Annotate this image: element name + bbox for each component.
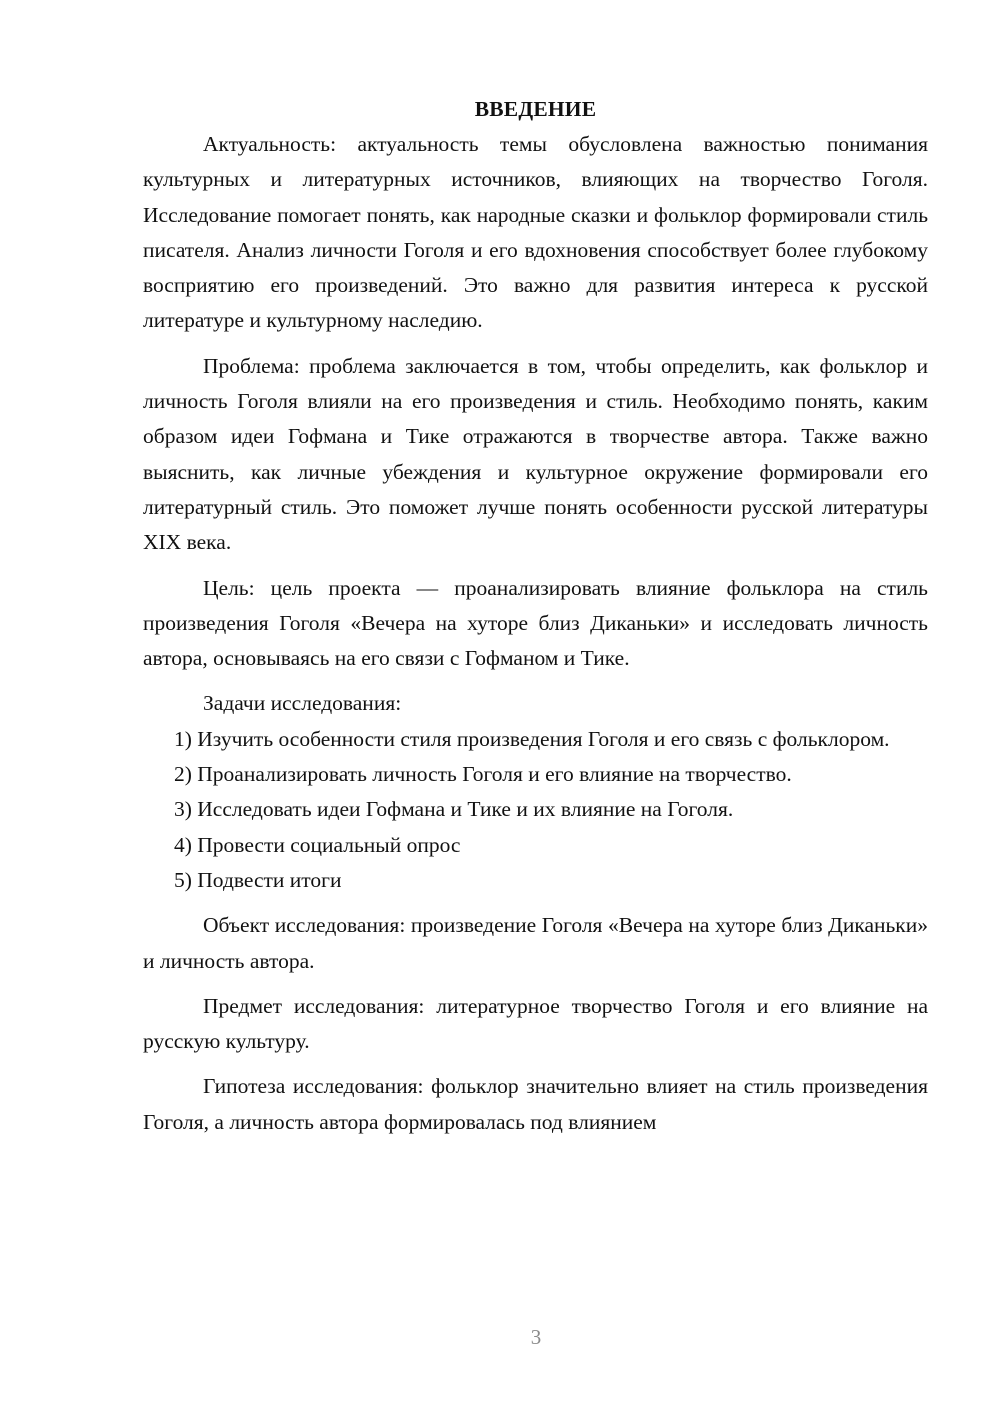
- goal-paragraph: Цель: цель проекта — проанализировать влияние фольклора на стиль произведения Гоголя «Вечера на хуторе близ Диканьки» и исследовать личность автора, основываясь на его связи с Гофманом и Тике.: [143, 575, 928, 671]
- task-item-4: 4) Провести социальный опрос: [174, 832, 461, 857]
- task-item-2: 2) Проанализировать личность Гоголя и его влияние на творчество.: [174, 762, 792, 787]
- relevance-paragraph: Актуальность: актуальность темы обусловлена важностью понимания культурных и литературных источников, влияющих на творчество Гоголя. Исследование помогает понять, как народные сказки и фольклор формировали стиль писателя. Анализ личности Гоголя и его вдохновения способствует более глубокому восприятию его произведений. Это важно для развития интереса к русской литературе и культурному наследию.: [143, 132, 928, 333]
- page-content: [143, 92, 928, 1140]
- problem-paragraph: Проблема: проблема заключается в том, чтобы определить, как фольклор и личность Гоголя влияли на его произведения и стиль. Необходимо понять, каким образом идеи Гофмана и Тике отражаются в творчестве автора. Также важно выяснить, как личные убеждения и культурное окружение формировали его литературный стиль. Это поможет лучше понять особенности русской литературы XIX века.: [143, 353, 928, 555]
- page-number: 3: [530, 1325, 542, 1349]
- object-paragraph: Объект исследования: произведение Гоголя «Вечера на хуторе близ Диканьки» и личность автора.: [143, 913, 928, 973]
- subject-paragraph: Предмет исследования: литературное творчество Гоголя и его влияние на русскую культуру.: [143, 993, 928, 1054]
- hypothesis-paragraph: Гипотеза исследования: фольклор значительно влияет на стиль произведения Гоголя, а личность автора формировалась под влиянием: [143, 1074, 928, 1134]
- task-item-5: 5) Подвести итоги: [174, 867, 342, 892]
- task-item-1: 1) Изучить особенности стиля произведения Гоголя и его связь с фольклором.: [174, 726, 890, 751]
- task-item-3: 3) Исследовать идеи Гофмана и Тике и их влияние на Гоголя.: [174, 797, 734, 822]
- tasks-heading: Задачи исследования:: [203, 691, 402, 716]
- page-title: ВВЕДЕНИЕ: [474, 97, 597, 121]
